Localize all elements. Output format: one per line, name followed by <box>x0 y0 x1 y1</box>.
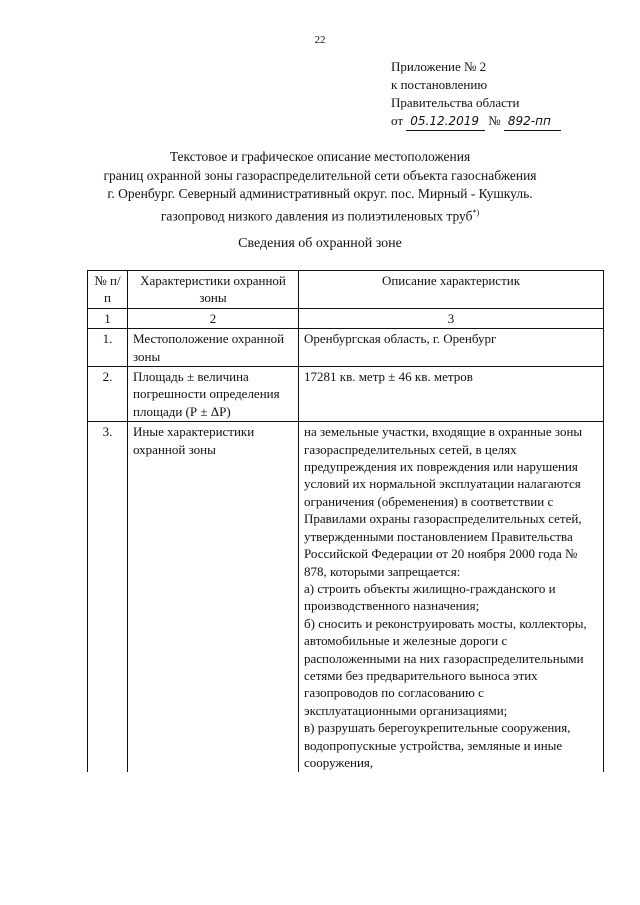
section-subtitle: Сведения об охранной зоне <box>238 236 402 251</box>
row-description: 17281 кв. метр ± 46 кв. метров <box>299 367 604 422</box>
page-number: 22 <box>314 34 326 46</box>
appendix-date-line <box>391 112 561 131</box>
column-number-row <box>88 308 604 328</box>
table-header-row <box>88 271 604 309</box>
footnote-mark: *) <box>472 207 480 217</box>
from-label: от <box>391 113 404 128</box>
row-num: 2. <box>88 367 128 422</box>
header-num: № п/п <box>88 271 128 309</box>
col-number-1: 1 <box>88 308 128 328</box>
table-row <box>88 367 604 422</box>
description-paragraph: на земельные участки, входящие в охранные зоны газораспределительных сетей, в целях предупреждения их повреждения или нарушения условий их нормальной эксплуатации налагаются ограничения (обременения) в соответствии с Правилами охраны газораспределительных сетей, утвержденными постановлением Правительства Российской Федерации от 20 ноября 2000 года № 878, которыми запрещается: <box>304 424 583 579</box>
appendix-line2: к постановлению <box>391 77 488 92</box>
appendix-line3: Правительства области <box>391 95 520 110</box>
row-characteristic: Площадь ± величина погрешности определения площади (Р ± ΔР) <box>128 367 299 422</box>
row-num: 3. <box>88 422 128 773</box>
col-number-3: 3 <box>299 308 604 328</box>
row-description: Оренбургская область, г. Оренбург <box>299 329 604 367</box>
number-label: № <box>488 113 501 128</box>
appendix-block <box>391 58 561 131</box>
row-characteristic: Иные характеристики охранной зоны <box>128 422 299 773</box>
description-item-c: в) разрушать берегоукрепительные сооружения, водопропускные устройства, земляные и иные сооружения, <box>304 720 571 770</box>
description-item-a: а) строить объекты жилищно-гражданского и производственного назначения; <box>304 580 556 614</box>
title-line4-text: газопровод низкого давления из полиэтиленовых труб <box>160 208 473 223</box>
description-item-b: б) сносить и реконструировать мосты, коллекторы, автомобильные и железные дороги с расположенными на них газораспределительными сетями без предварительного выноса этих газопроводов по согласованию с эксплуатационными организациями; <box>304 615 587 718</box>
handwritten-number: 892-пп <box>504 112 561 131</box>
handwritten-date: 05.12.2019 <box>406 112 485 131</box>
title-line3: г. Оренбург. Северный административный округ. пос. Мирный - Кушкуль. <box>107 186 533 201</box>
title-line4 <box>0 204 640 226</box>
title-line2: границ охранной зоны газораспределительной сети объекта газоснабжения <box>103 167 537 183</box>
table-row <box>88 329 604 367</box>
title-line1: Текстовое и графическое описание местоположения <box>169 149 471 164</box>
row-description <box>299 422 604 773</box>
appendix-line1: Приложение № 2 <box>391 59 487 74</box>
document-title <box>0 148 640 226</box>
protected-zone-table <box>87 270 604 772</box>
row-characteristic: Местоположение охранной зоны <box>128 329 299 367</box>
row-num: 1. <box>88 329 128 367</box>
header-description: Описание характеристик <box>299 271 604 309</box>
col-number-2: 2 <box>128 308 299 328</box>
header-characteristic: Характеристики охранной зоны <box>128 271 299 309</box>
table-row <box>88 422 604 773</box>
